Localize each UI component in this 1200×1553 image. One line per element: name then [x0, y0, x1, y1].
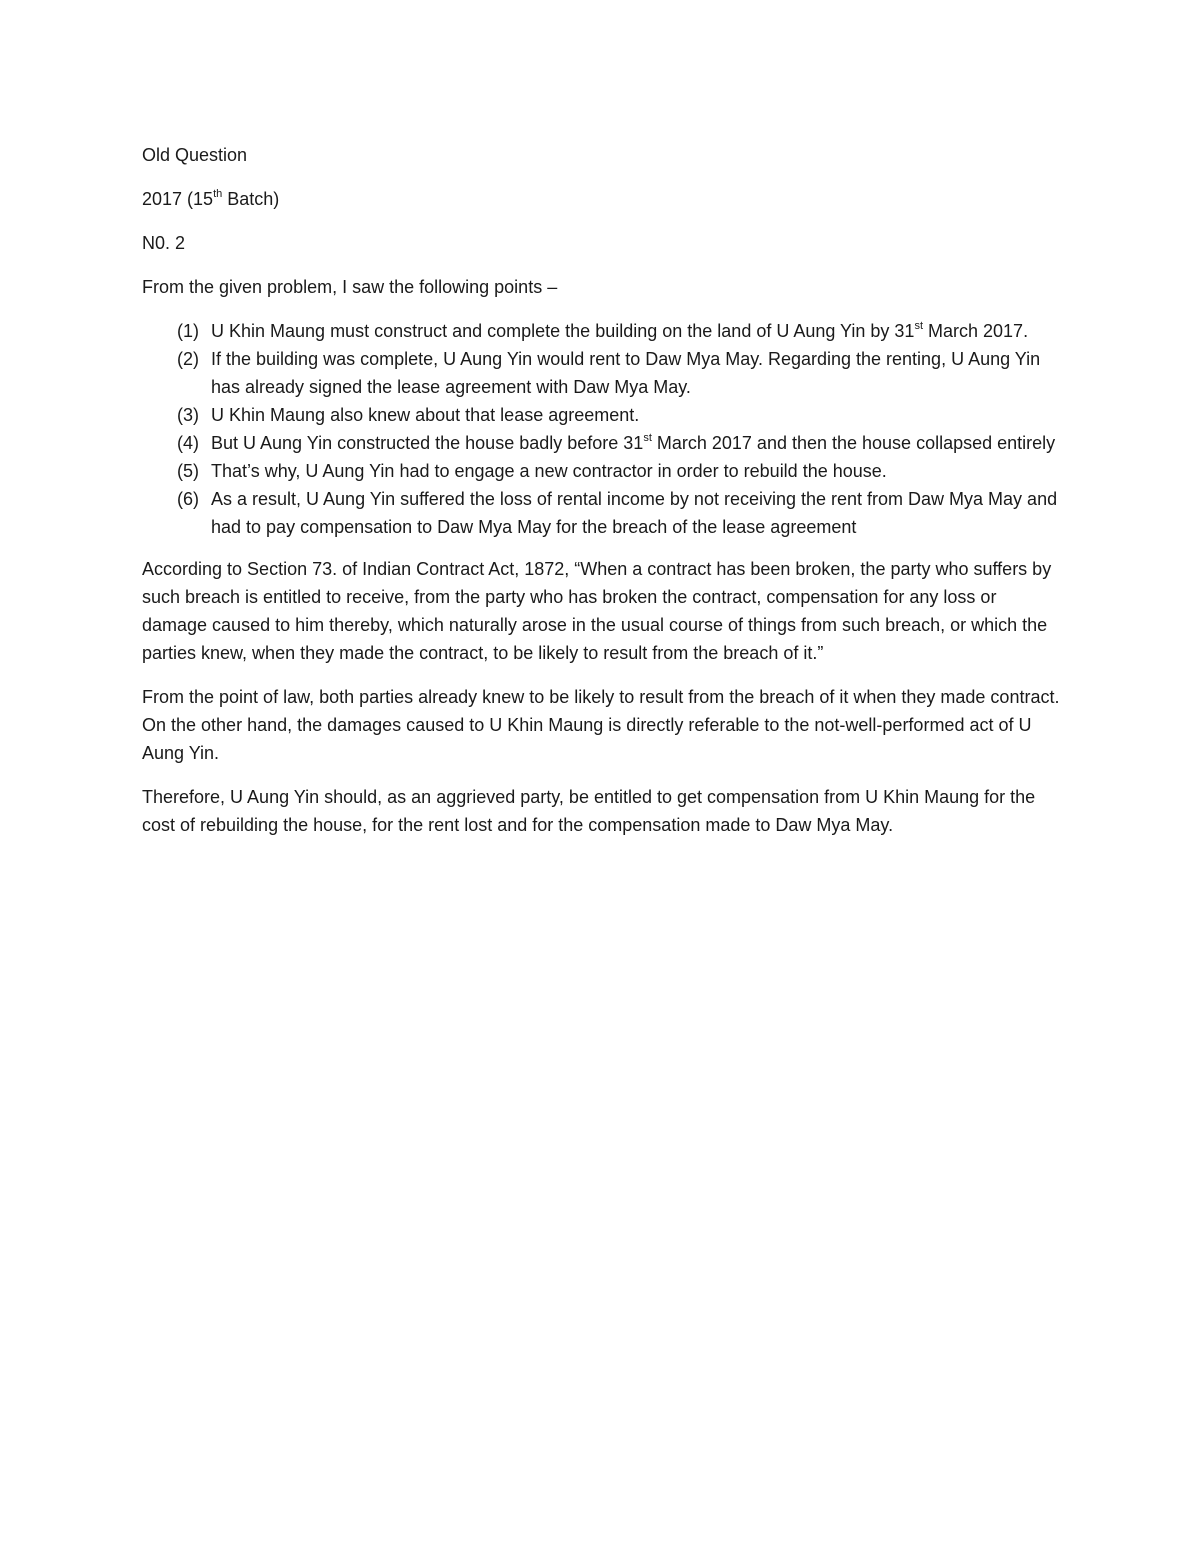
item-text: If the building was complete, U Aung Yin would rent to Daw Mya May. Regarding the renting, U Aung Yin has already signed the lease agreement with Daw Mya May.	[211, 349, 1041, 397]
document-page	[142, 141, 1062, 855]
item-number: (1)	[177, 321, 199, 341]
list-item	[142, 317, 1062, 345]
item-number: (3)	[177, 405, 199, 425]
item-number: (6)	[177, 489, 199, 509]
year-text-end: Batch)	[222, 189, 280, 209]
item-text: But U Aung Yin constructed the house badly before 31	[211, 433, 644, 453]
list-item	[142, 457, 1062, 485]
question-number: N0. 2	[142, 233, 186, 253]
item-text-end: March 2017.	[923, 321, 1029, 341]
list-item	[142, 401, 1062, 429]
list-item	[142, 345, 1062, 401]
item-number: (2)	[177, 349, 199, 369]
intro-text: From the given problem, I saw the following points –	[142, 277, 558, 297]
item-text: That’s why, U Aung Yin had to engage a new contractor in order to rebuild the house.	[211, 461, 887, 481]
item-number: (5)	[177, 461, 199, 481]
list-item	[142, 485, 1062, 541]
item-text: As a result, U Aung Yin suffered the loss of rental income by not receiving the rent from Daw Mya May and had to pay compensation to Daw Mya May for the breach of the lease agreement	[211, 489, 1058, 537]
item-text: U Khin Maung also knew about that lease agreement.	[211, 405, 640, 425]
item-text-end: March 2017 and then the house collapsed entirely	[651, 433, 1056, 453]
item-text: U Khin Maung must construct and complete the building on the land of U Aung Yin by 31	[211, 321, 915, 341]
year-text: 2017 (15	[142, 189, 214, 209]
points-list	[142, 317, 1062, 541]
year-superscript: th	[213, 188, 223, 200]
item-superscript: st	[914, 320, 924, 332]
doc-year-batch	[142, 185, 1062, 213]
item-number: (4)	[177, 433, 199, 453]
section-73-paragraph: According to Section 73. of Indian Contract Act, 1872, “When a contract has been broken, the party who suffers by such breach is entitled to receive, from the party who has broken the contract, compensation for any loss or damage caused to him thereby, which naturally arose in the usual course of things from such breach, or which the parties knew, when they made the contract, to be likely to result from the breach of it.”	[142, 559, 1052, 663]
list-item	[142, 429, 1062, 457]
conclusion-paragraph: Therefore, U Aung Yin should, as an aggrieved party, be entitled to get compensation from U Khin Maung for the cost of rebuilding the house, for the rent lost and for the compensation made to Daw Mya May.	[142, 787, 1036, 835]
doc-title: Old Question	[142, 145, 248, 165]
item-superscript: st	[643, 432, 652, 444]
point-of-law-paragraph: From the point of law, both parties already knew to be likely to result from the breach of it when they made contract. On the other hand, the damages caused to U Khin Maung is directly referable to the not-well-performed act of U Aung Yin.	[142, 687, 1060, 763]
